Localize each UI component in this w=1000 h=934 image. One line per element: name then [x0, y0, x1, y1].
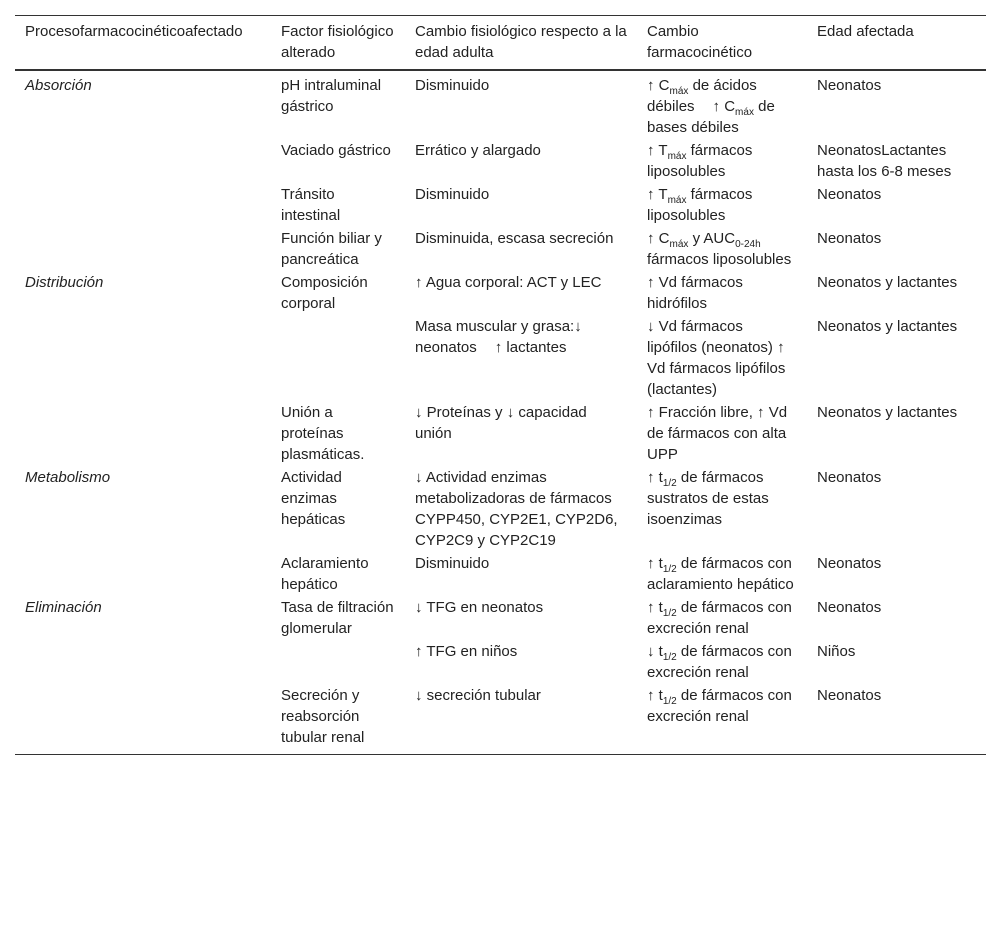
- process-cell: [15, 684, 271, 755]
- pk-cell: ↑ $T_{máx}$ fármacos liposolubles: [647, 142, 753, 180]
- table-row: [15, 315, 986, 401]
- change-cell: ↓ Actividad enzimas metabolizadoras de fármacos CYPP450, CYP2E1, CYP2D6, CYP2C9 y CYP2C19: [415, 469, 618, 549]
- pk-cell: ↑ $t_{1/2}$ de fármacos con excreción renal: [647, 599, 792, 637]
- pk-cell: ↑ Fracción libre, ↑ Vd de fármacos con alta UPP: [647, 404, 788, 463]
- pk-cell: ↑ $t_{1/2}$ de fármacos sustratos de estas isoenzimas: [647, 469, 769, 528]
- header-row: [15, 16, 986, 71]
- factor-cell: pH intraluminal gástrico: [281, 77, 382, 115]
- header-physiological-change: Cambio fisiológico respecto a la edad adulta: [415, 23, 627, 61]
- table-row: [15, 271, 986, 315]
- pk-cell: ↑ $T_{máx}$ fármacos liposolubles: [647, 186, 753, 224]
- factor-cell: [271, 315, 405, 401]
- change-cell: Disminuido: [415, 77, 490, 94]
- change-cell: Disminuido: [415, 555, 490, 572]
- change-cell: ↑ Agua corporal: ACT y LEC: [415, 274, 602, 291]
- factor-cell: Tasa de filtración glomerular: [281, 599, 394, 637]
- age-cell: Neonatos y lactantes: [817, 274, 958, 291]
- process-cell: Distribución: [25, 274, 104, 291]
- table-body: [15, 70, 986, 755]
- header-factor: Factor fisiológico alterado: [281, 23, 394, 61]
- process-cell: Eliminación: [25, 599, 102, 616]
- change-cell: ↓ secreción tubular: [415, 687, 541, 704]
- table-row: [15, 466, 986, 552]
- header-pk-change: Cambio farmacocinético: [647, 23, 753, 61]
- age-cell: Niños: [817, 643, 856, 660]
- header-age: Edad afectada: [817, 23, 914, 40]
- process-cell: Metabolismo: [25, 469, 111, 486]
- factor-cell: Función biliar y pancreática: [281, 230, 382, 268]
- pk-cell: ↑ $C_{máx}$ de ácidos débiles ↑ $C_{máx}$ de bases débiles: [647, 77, 775, 136]
- change-cell: Disminuida, escasa secreción: [415, 230, 614, 247]
- process-cell: [15, 227, 271, 271]
- table-row: [15, 596, 986, 640]
- change-cell: Errático y alargado: [415, 142, 541, 159]
- factor-cell: Secreción y reabsorción tubular renal: [281, 687, 365, 746]
- age-cell: Neonatos y lactantes: [817, 404, 958, 421]
- factor-cell: Tránsito intestinal: [281, 186, 341, 224]
- pk-cell: ↓ $t_{1/2}$ de fármacos con excreción renal: [647, 643, 792, 681]
- pk-cell: ↑ $C_{máx}$ y $AUC_{0-24h}$ fármacos liposolubles: [647, 230, 792, 268]
- age-cell: Neonatos y lactantes: [817, 318, 958, 335]
- table-row: [15, 640, 986, 684]
- pharmacokinetics-table-container: [15, 15, 986, 755]
- factor-cell: Vaciado gástrico: [281, 142, 391, 159]
- age-cell: Neonatos: [817, 186, 882, 203]
- table-row: [15, 552, 986, 596]
- table-row: [15, 227, 986, 271]
- age-cell: Neonatos: [817, 469, 882, 486]
- change-cell: Masa muscular y grasa:↓ neonatos ↑ lactantes: [415, 318, 582, 356]
- table-header: [15, 16, 986, 71]
- pk-cell: ↑ $t_{1/2}$ de fármacos con excreción renal: [647, 687, 792, 725]
- change-cell: ↓ Proteínas y ↓ capacidad unión: [415, 404, 587, 442]
- age-cell: Neonatos: [817, 599, 882, 616]
- age-cell: Neonatos: [817, 687, 882, 704]
- factor-cell: Aclaramiento hepático: [281, 555, 369, 593]
- change-cell: ↑ TFG en niños: [415, 643, 518, 660]
- process-cell: [15, 315, 271, 401]
- process-cell: [15, 640, 271, 684]
- table-row: [15, 139, 986, 183]
- age-cell: Neonatos: [817, 555, 882, 572]
- process-cell: [15, 552, 271, 596]
- change-cell: ↓ TFG en neonatos: [415, 599, 544, 616]
- age-cell: Neonatos: [817, 230, 882, 247]
- age-cell: NeonatosLactantes hasta los 6-8 meses: [817, 142, 952, 180]
- table-row: [15, 684, 986, 755]
- age-cell: Neonatos: [817, 77, 882, 94]
- process-cell: [15, 183, 271, 227]
- factor-cell: Composición corporal: [281, 274, 368, 312]
- factor-cell: Actividad enzimas hepáticas: [281, 469, 346, 528]
- process-cell: Absorción: [25, 77, 92, 94]
- factor-cell: Unión a proteínas plasmáticas.: [281, 404, 365, 463]
- table-row: [15, 183, 986, 227]
- pharmacokinetics-table: [15, 15, 986, 755]
- factor-cell: [271, 640, 405, 684]
- pk-cell: ↑ $t_{1/2}$ de fármacos con aclaramiento hepático: [647, 555, 794, 593]
- table-row: [15, 401, 986, 466]
- header-process: Procesofarmacocinéticoafectado: [25, 23, 243, 40]
- table-row: [15, 70, 986, 139]
- process-cell: [15, 139, 271, 183]
- process-cell: [15, 401, 271, 466]
- change-cell: Disminuido: [415, 186, 490, 203]
- pk-cell: ↑ Vd fármacos hidrófilos: [647, 274, 743, 312]
- pk-cell: ↓ Vd fármacos lipófilos (neonatos) ↑ Vd fármacos lipófilos (lactantes): [647, 318, 786, 398]
